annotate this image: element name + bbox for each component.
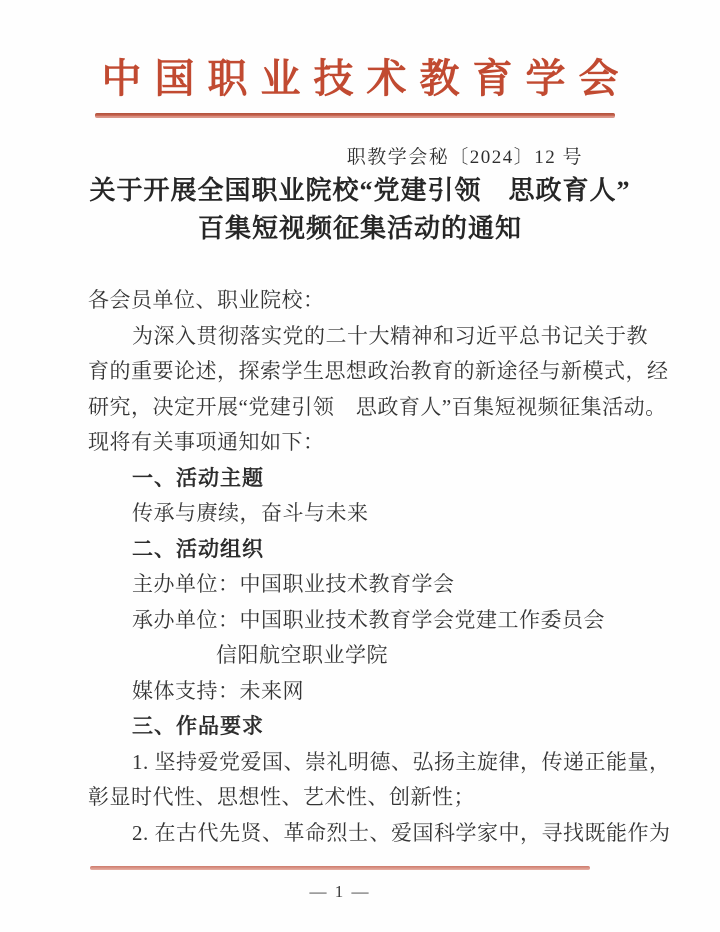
- body-line-heading-1: 一、活动主题: [132, 466, 264, 490]
- title-line-2: 百集短视频征集活动的通知: [197, 214, 522, 243]
- body-line-organizer-1: 承办单位：中国职业技术教育学会党建工作委员会: [132, 607, 605, 632]
- body-line-theme: 传承与赓续，奋斗与未来: [132, 501, 369, 525]
- body-line-req-2: 2. 在古代先贤、革命烈士、爱国科学家中，寻找既能作为: [132, 820, 671, 845]
- body-line-salutation: 各会员单位、职业院校：: [88, 288, 325, 312]
- body-line-heading-2: 二、活动组织: [132, 537, 264, 561]
- page-number: — 1 —: [309, 882, 371, 901]
- body-line-organizer-2: 信阳航空职业学院: [216, 643, 388, 667]
- body-line-para-2: 育的重要论述，探索学生思想政治教育的新途径与新模式，经: [88, 359, 669, 383]
- body-line-req-1b: 彰显时代性、思想性、艺术性、创新性；: [88, 785, 475, 809]
- footer-divider-line: [90, 866, 590, 870]
- document-title: [0, 172, 720, 248]
- body-line-req-1a: 1. 坚持爱党爱国、崇礼明德、弘扬主旋律，传递正能量，: [132, 749, 671, 774]
- body-line-para-4: 现将有关事项通知如下：: [88, 430, 325, 454]
- body-line-media-support: 媒体支持：未来网: [132, 678, 304, 703]
- org-name-header: 中国职业技术教育学会: [101, 56, 632, 101]
- document-body: [88, 283, 671, 851]
- body-line-host-unit: 主办单位：中国职业技术教育学会: [132, 572, 455, 596]
- doc-number: 职教学会秘〔2024〕12 号: [346, 147, 583, 168]
- body-line-para-1: 为深入贯彻落实党的二十大精神和习近平总书记关于教: [132, 323, 648, 348]
- title-line-1: 关于开展全国职业院校“党建引领 思政育人”: [89, 176, 631, 205]
- body-line-heading-3: 三、作品要求: [132, 715, 264, 738]
- header-divider-line: [95, 113, 615, 118]
- body-line-para-3: 研究，决定开展“党建引领 思政育人”百集短视频征集活动。: [88, 394, 667, 419]
